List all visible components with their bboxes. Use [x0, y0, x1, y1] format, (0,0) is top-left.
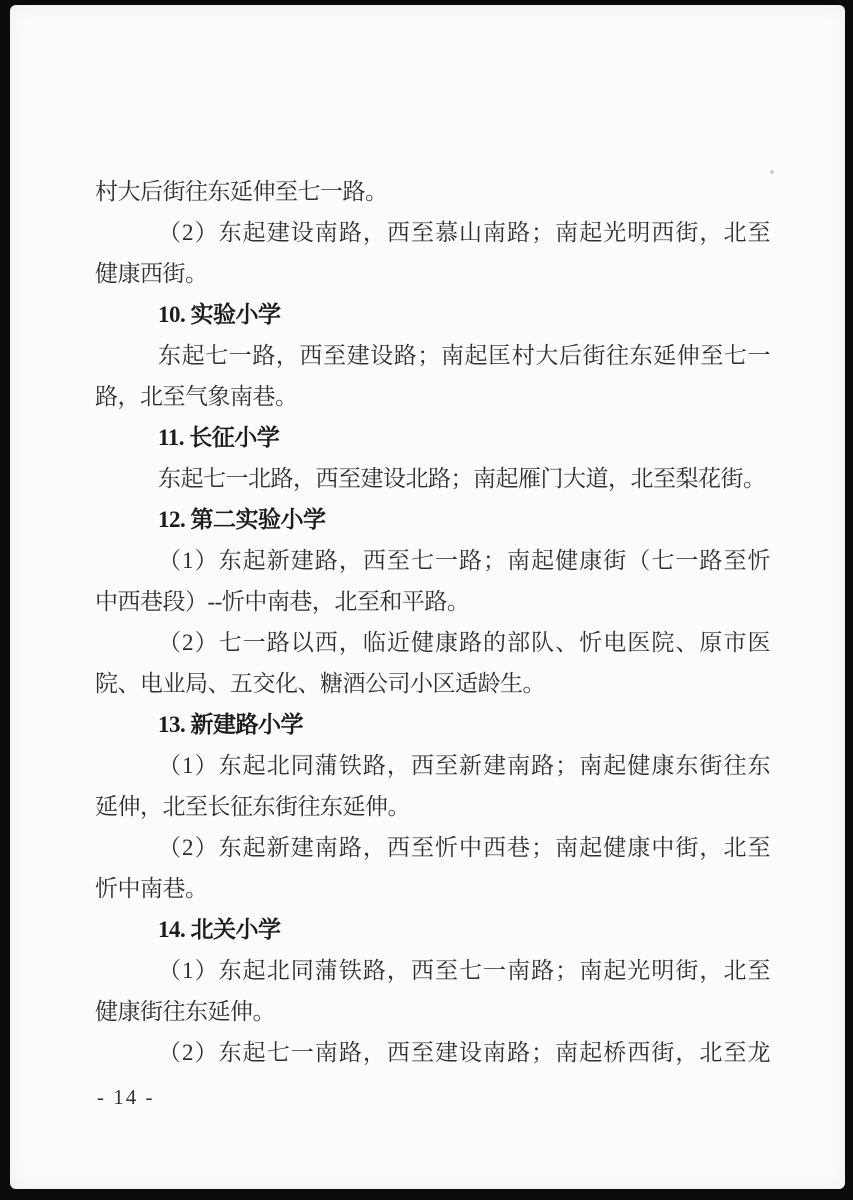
page-number: - 14 - — [97, 1085, 155, 1109]
document-line: （1）东起北同蒲铁路，西至七一南路；南起光明街，北至 — [158, 958, 770, 983]
document-line: 东起七一路，西至建设路；南起匡村大后街往东延伸至七一 — [158, 343, 770, 368]
document-line: （2）东起建设南路，西至慕山南路；南起光明西街，北至 — [158, 220, 770, 245]
document-line: （1）东起北同蒲铁路，西至新建南路；南起健康东街往东 — [158, 753, 770, 778]
document-line: （1）东起新建路，西至七一路；南起健康街（七一路至忻 — [158, 548, 770, 573]
section-heading: 13. 新建路小学 — [158, 712, 303, 737]
document-line: 村大后街往东延伸至七一路。 — [95, 179, 388, 204]
section-heading: 10. 实验小学 — [158, 302, 281, 327]
document-body — [95, 171, 770, 1073]
section-heading: 14. 北关小学 — [158, 917, 281, 942]
scan-speck — [770, 170, 774, 174]
document-line: （2）东起七一南路，西至建设南路；南起桥西街，北至龙 — [158, 1040, 770, 1065]
document-line: （2）东起新建南路，西至忻中西巷；南起健康中街，北至 — [158, 835, 770, 860]
document-line: 忻中南巷。 — [95, 876, 208, 901]
section-heading: 11. 长征小学 — [158, 425, 280, 450]
document-line: 院、电业局、五交化、糖酒公司小区适龄生。 — [95, 671, 545, 696]
document-line: 健康西街。 — [95, 261, 208, 286]
document-line: 东起七一北路，西至建设北路；南起雁门大道，北至梨花街。 — [158, 466, 766, 491]
document-line: 延伸，北至长征东街往东延伸。 — [95, 794, 410, 819]
section-heading: 12. 第二实验小学 — [158, 507, 326, 532]
document-line: 路，北至气象南巷。 — [95, 384, 298, 409]
document-line: 中西巷段）--忻中南巷，北至和平路。 — [95, 589, 470, 614]
document-line: 健康街往东延伸。 — [95, 999, 275, 1024]
document-line: （2）七一路以西，临近健康路的部队、忻电医院、原市医 — [158, 630, 770, 655]
